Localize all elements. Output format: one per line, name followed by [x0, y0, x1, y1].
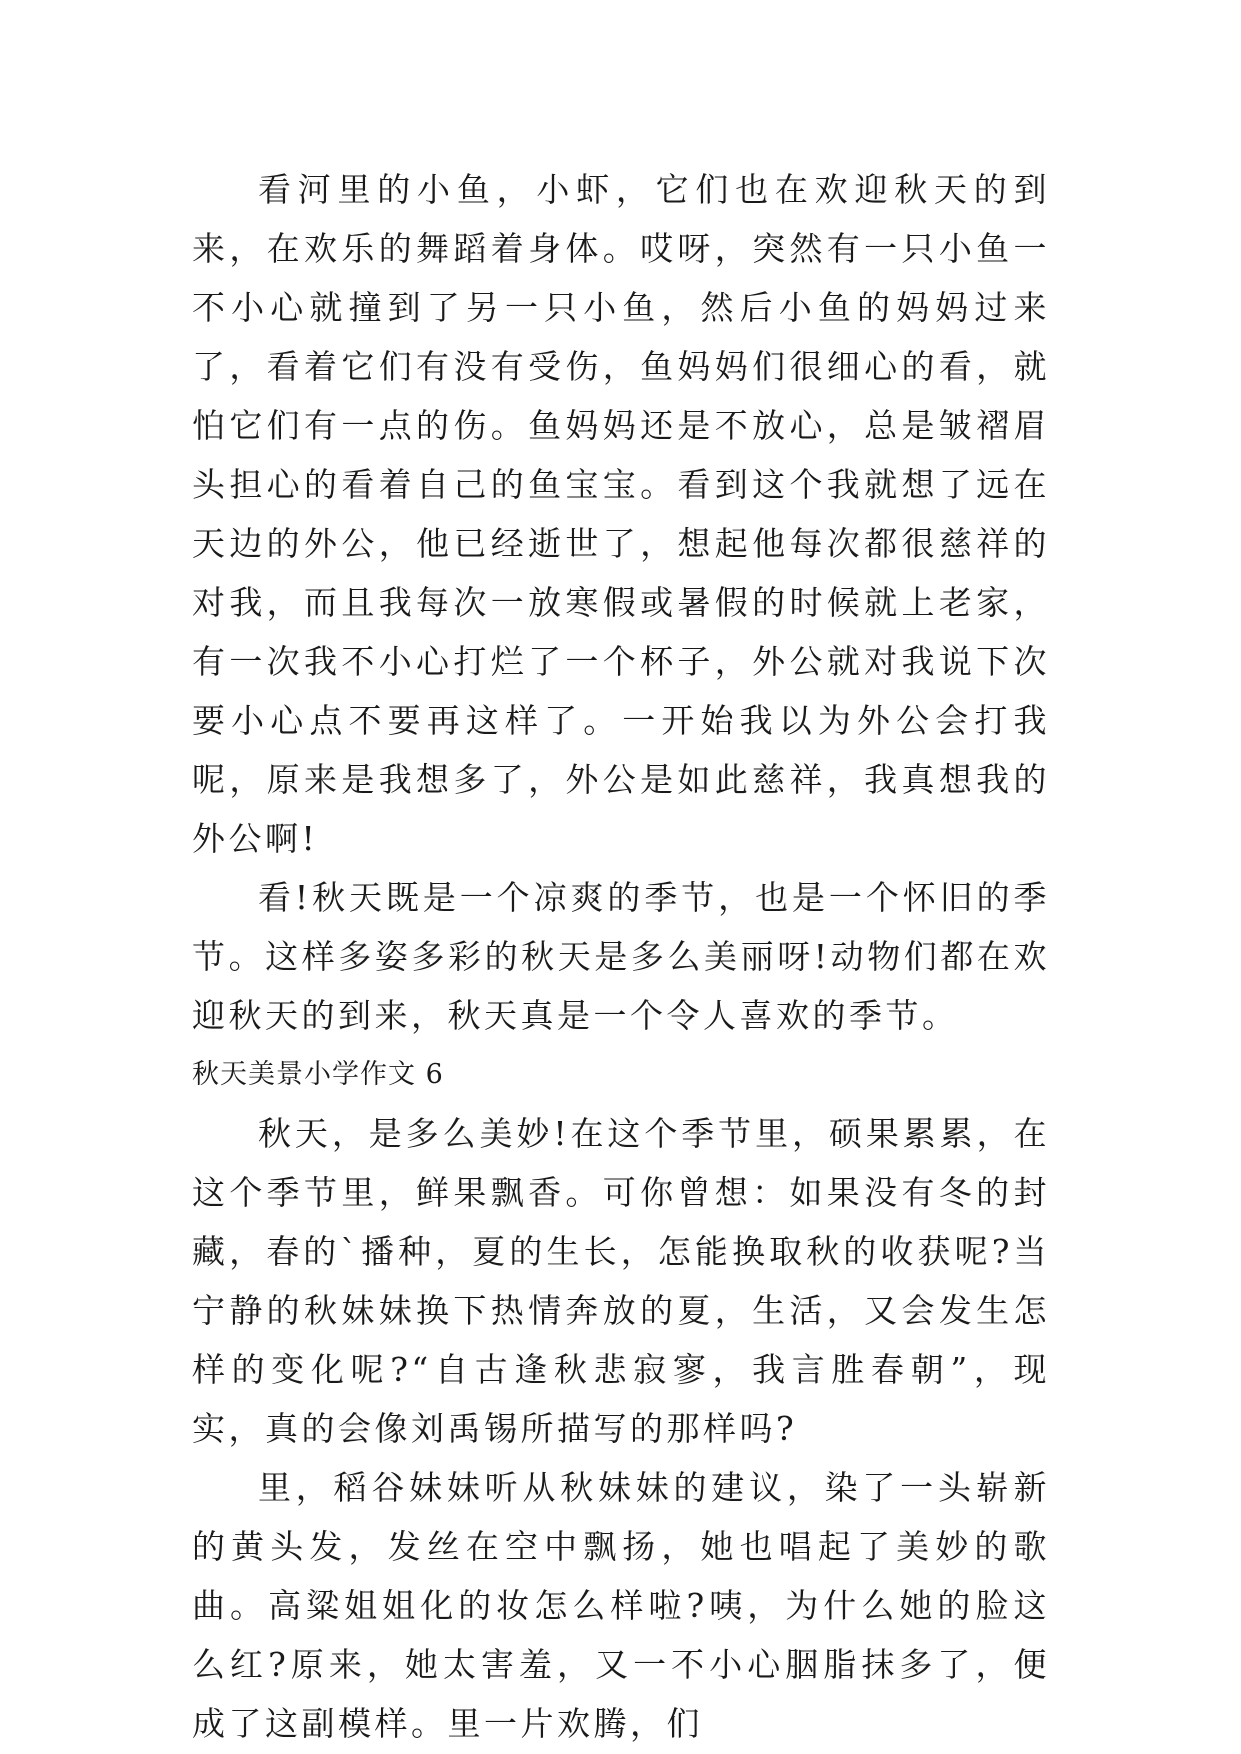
- paragraph-rice-sorghum: 里，稻谷妹妹听从秋妹妹的建议，染了一头崭新的黄头发，发丝在空中飘扬，她也唱起了美妙的歌曲。高粱姐姐化的妆怎么样啦?咦，为什么她的脸这么红?原来，她太害羞，又一不小心胭脂抹多了，便成了这副模样。里一片欢腾，们: [192, 1468, 1050, 1743]
- document-body: [192, 160, 1050, 1753]
- essay-heading: 秋天美景小学作文 6: [192, 1059, 444, 1090]
- paragraph-autumn-summary: 看!秋天既是一个凉爽的季节，也是一个怀旧的季节。这样多姿多彩的秋天是多么美丽呀!动物们都在欢迎秋天的到来，秋天真是一个令人喜欢的季节。: [192, 878, 1050, 1035]
- paragraph-autumn-intro: 秋天，是多么美妙!在这个季节里，硕果累累，在这个季节里，鲜果飘香。可你曾想：如果没有冬的封藏，春的`播种，夏的生长，怎能换取秋的收获呢?当宁静的秋妹妹换下热情奔放的夏，生活，又会发生怎样的变化呢?“自古逢秋悲寂寥，我言胜春朝”，现实，真的会像刘禹锡所描写的那样吗?: [192, 1114, 1050, 1448]
- paragraph-fish: 看河里的小鱼，小虾，它们也在欢迎秋天的到来，在欢乐的舞蹈着身体。哎呀，突然有一只小鱼一不小心就撞到了另一只小鱼，然后小鱼的妈妈过来了，看着它们有没有受伤，鱼妈妈们很细心的看，就怕它们有一点的伤。鱼妈妈还是不放心，总是皱褶眉头担心的看着自己的鱼宝宝。看到这个我就想了远在天边的外公，他已经逝世了，想起他每次都很慈祥的对我，而且我每次一放寒假或暑假的时候就上老家，有一次我不小心打烂了一个杯子，外公就对我说下次要小心点不要再这样了。一开始我以为外公会打我呢，原来是我想多了，外公是如此慈祥，我真想我的外公啊!: [192, 170, 1050, 858]
